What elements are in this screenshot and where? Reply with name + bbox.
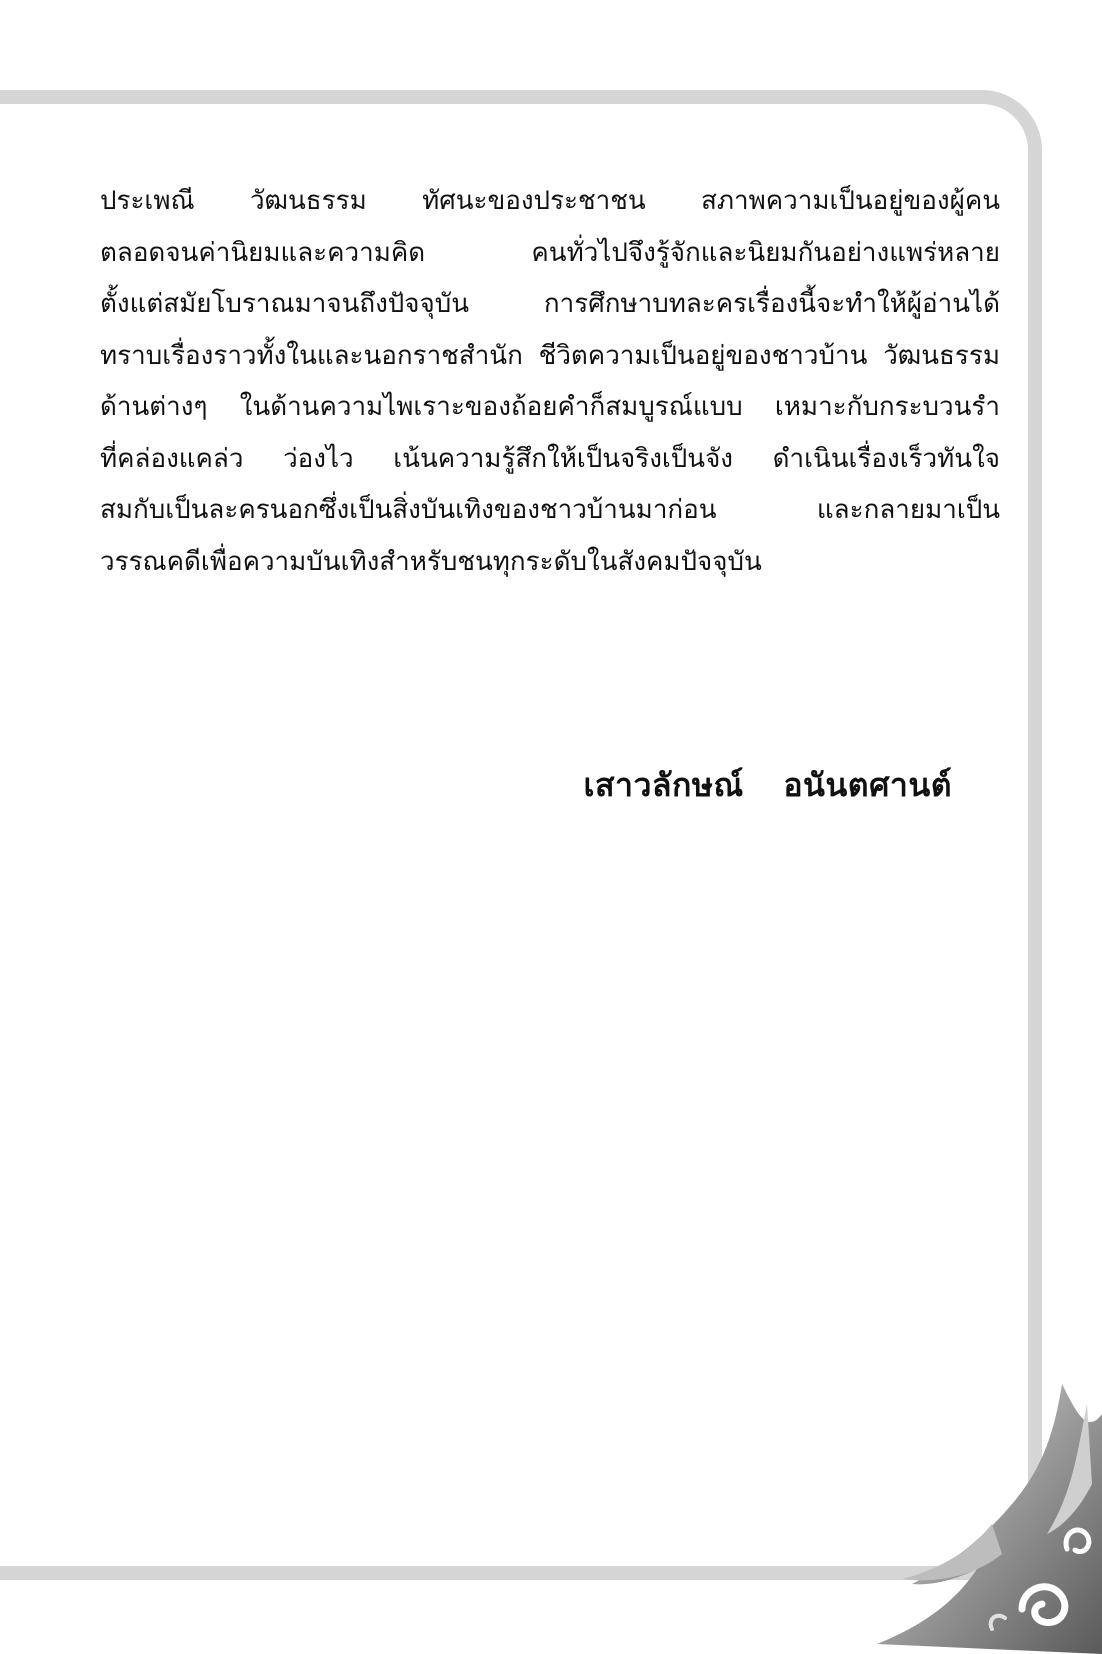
paragraph-line-7: สมกับเป็นละครนอกซึ่งเป็นสิ่งบันเทิงของชาวบ้านมาก่อน และกลายมาเป็น (100, 495, 1000, 525)
body-paragraph (100, 176, 1000, 588)
paragraph-line-5: ด้านต่างๆ ในด้านความไพเราะของถ้อยคำก็สมบูรณ์แบบ เหมาะกับกระบวนรำ (100, 392, 1000, 422)
paragraph-line-6: ที่คล่องแคล่ว ว่องไว เน้นความรู้สึกให้เป็นจริงเป็นจัง ดำเนินเรื่องเร็วทันใจ (100, 443, 1000, 474)
thai-kanok-ornament-icon (872, 1374, 1102, 1654)
author-name: เสาวลักษณ์ อนันตศานต์ (583, 766, 952, 804)
paragraph-line-4: ทราบเรื่องราวทั้งในและนอกราชสำนัก ชีวิตความเป็นอยู่ของชาวบ้าน วัฒนธรรม (100, 340, 1000, 371)
paragraph-line-3: ตั้งแต่สมัยโบราณมาจนถึงปัจจุบัน การศึกษาบทละครเรื่องนี้จะทำให้ผู้อ่านได้ (100, 289, 1000, 319)
paragraph-line-1: ประเพณี วัฒนธรรม ทัศนะของประชาชน สภาพความเป็นอยู่ของผู้คน (100, 186, 1000, 216)
paragraph-line-8: วรรณคดีเพื่อความบันเทิงสำหรับชนทุกระดับในสังคมปัจจุบัน (100, 546, 762, 577)
paragraph-line-2: ตลอดจนค่านิยมและความคิด คนทั่วไปจึงรู้จักและนิยมกันอย่างแพร่หลาย (100, 237, 1000, 268)
